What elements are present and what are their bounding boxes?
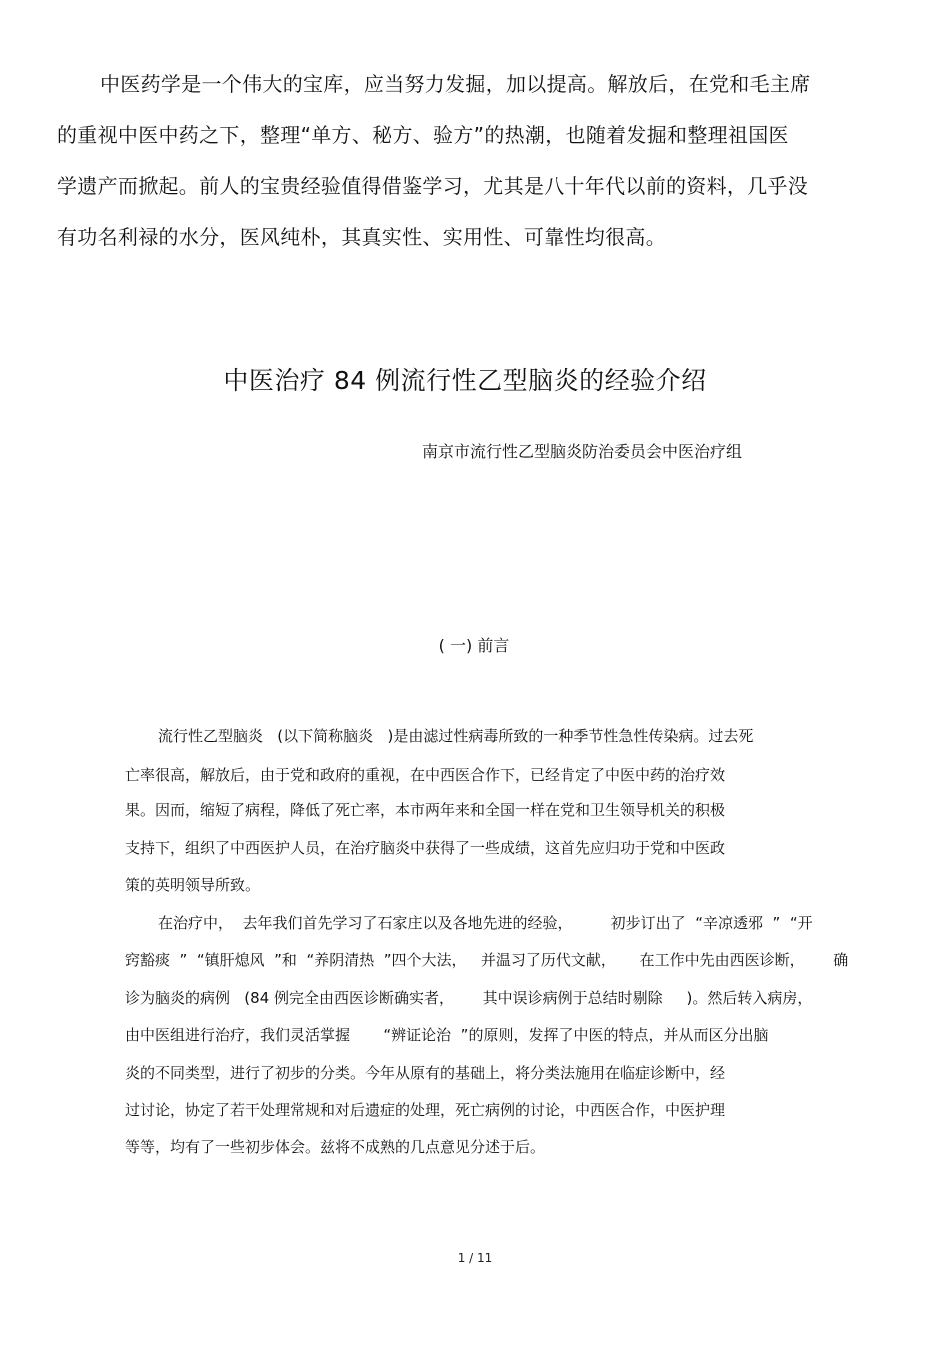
intro-line-1: 中医药学是一个伟大的宝库，应当努力发掘，加以提高。解放后，在党和毛主席 — [100, 72, 811, 96]
article-title: 中医治疗 84 例流行性乙型脑炎的经验介绍 — [223, 366, 707, 395]
body-line-5: 策的英明领导所致。 — [125, 876, 261, 894]
body-line-8: 诊为脑炎的病例 (84 例完全由西医诊断确实者， 其中误诊病例于总结时剔除 )。然后转入病房， — [125, 989, 813, 1007]
intro-line-3: 学遗产而掀起。前人的宝贵经验值得借鉴学习，尤其是八十年代以前的资料，几乎没 — [57, 174, 809, 198]
body-line-2: 亡率很高，解放后，由于党和政府的重视，在中西医合作下，已经肯定了中医中药的治疗效 — [125, 766, 726, 784]
body-line-11: 过讨论，协定了若干处理常规和对后遗症的处理，死亡病例的讨论，中西医合作，中医护理 — [125, 1101, 726, 1119]
body-line-10: 炎的不同类型，进行了初步的分类。今年从原有的基础上，将分类法施用在临症诊断中，经 — [125, 1064, 726, 1082]
body-line-4: 支持下，组织了中西医护人员，在治疗脑炎中获得了一些成绩，这首先应归功于党和中医政 — [125, 839, 726, 857]
body-line-12: 等等，均有了一些初步体会。兹将不成熟的几点意见分述于后。 — [125, 1138, 546, 1156]
body-line-7: 窍豁痰 ” “镇肝熄风 ”和 “养阴清热 ”四个大法， 并温习了历代文献， 在工作中先由西医诊断， 确 — [125, 951, 849, 969]
section-heading-preface: ( 一) 前言 — [438, 636, 510, 655]
intro-line-4: 有功名利禄的水分，医风纯朴，其真实性、实用性、可靠性均很高。 — [57, 225, 666, 249]
body-line-9: 由中医组进行治疗，我们灵活掌握 “辨证论治 ”的原则，发挥了中医的特点，并从而区分出脑 — [125, 1026, 769, 1044]
body-line-3: 果。因而，缩短了病程，降低了死亡率，本市两年来和全国一样在党和卫生领导机关的积极 — [125, 801, 726, 819]
body-line-1: 流行性乙型脑炎 (以下简称脑炎 )是由滤过性病毒所致的一种季节性急性传染病。过去死 — [158, 727, 754, 745]
body-line-6: 在治疗中， 去年我们首先学习了石家庄以及各地先进的经验， 初步订出了 “辛凉透邪 ” “开 — [158, 914, 813, 932]
page-number: 1 / 11 — [457, 1251, 493, 1265]
article-author: 南京市流行性乙型脑炎防治委员会中医治疗组 — [422, 442, 743, 461]
intro-line-2: 的重视中医中药之下，整理“单方、秘方、验方”的热潮，也随着发掘和整理祖国医 — [57, 123, 789, 147]
